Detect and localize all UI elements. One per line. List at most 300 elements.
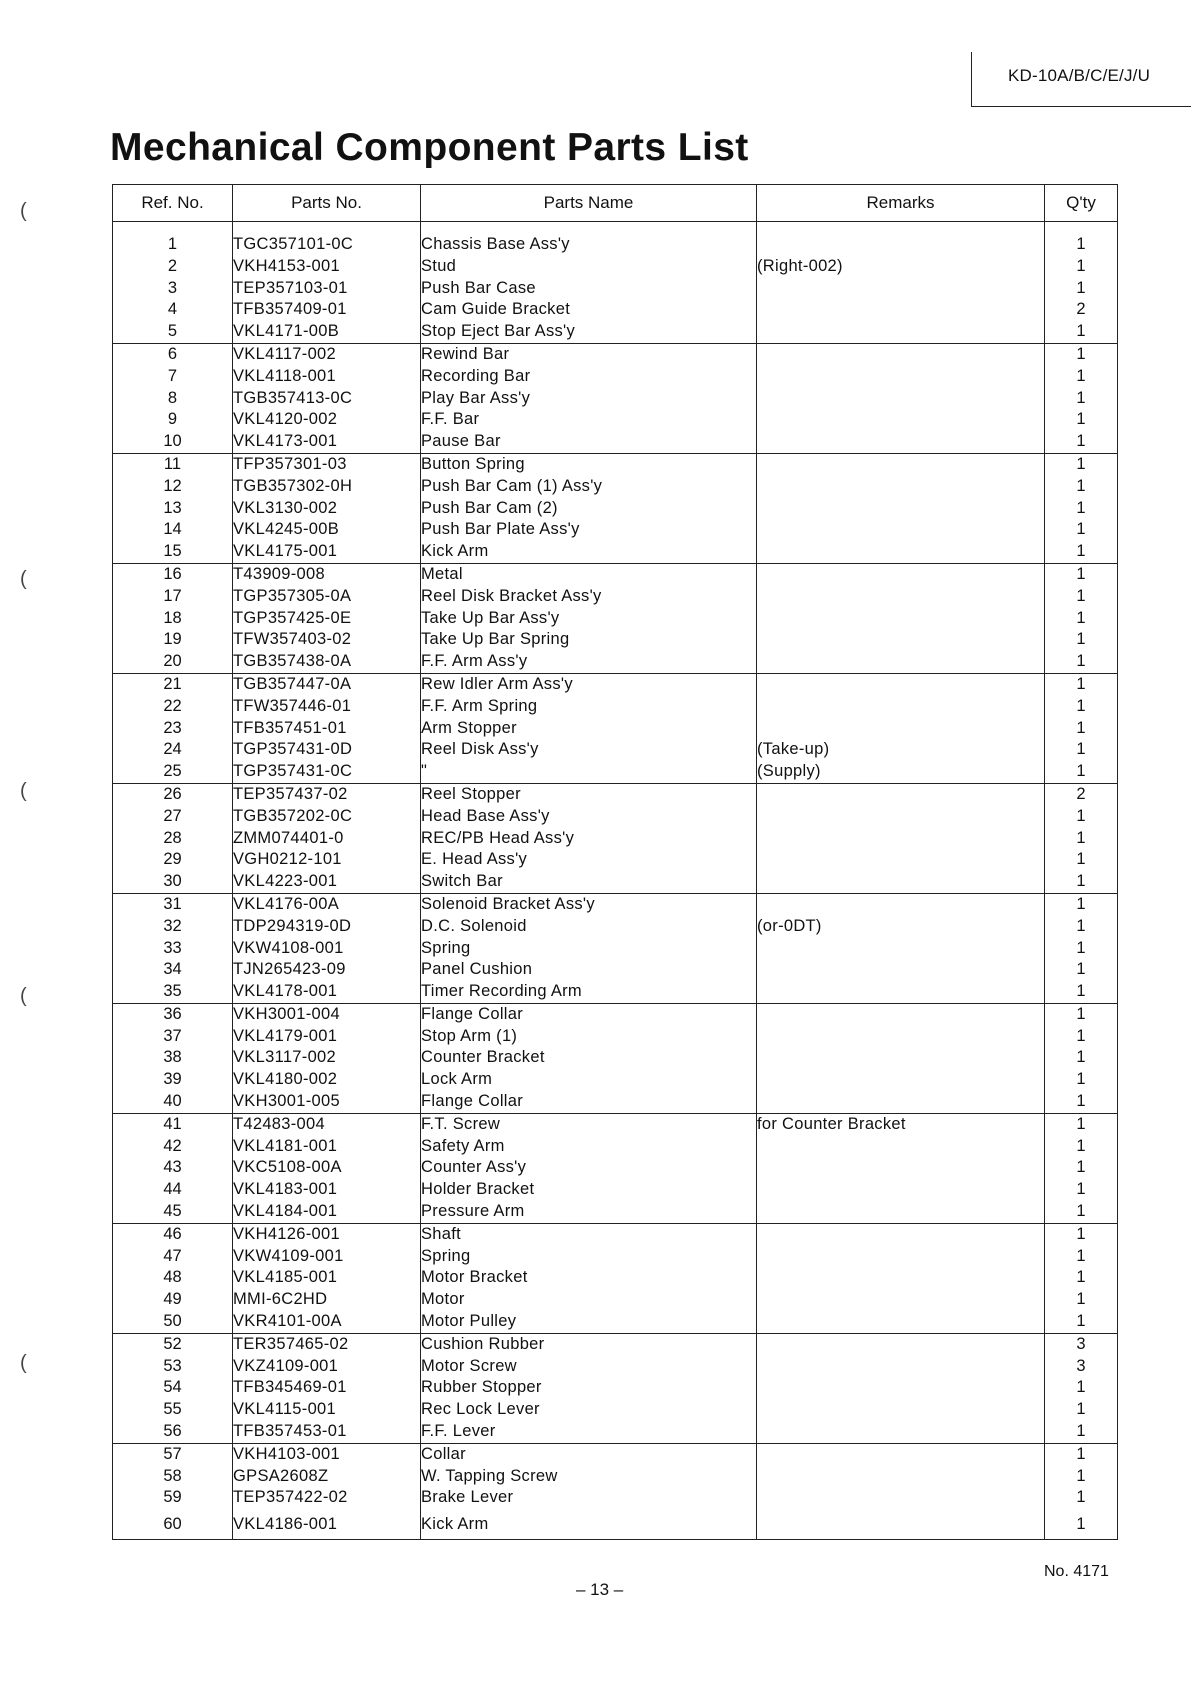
parts-name-cell: F.F. Arm Ass'y: [421, 651, 757, 673]
qty-cell: 1: [1045, 1289, 1118, 1311]
table-row: [113, 629, 1118, 651]
parts-no-cell: TFW357446-01: [233, 696, 421, 718]
parts-no-cell: VKR4101-00A: [233, 1311, 421, 1333]
parts-no-cell: VKL3130-002: [233, 498, 421, 520]
parts-table-body: [113, 222, 1118, 1540]
table-row: [113, 1289, 1118, 1311]
qty-cell: 1: [1045, 519, 1118, 541]
parts-no-cell: TGP357425-0E: [233, 608, 421, 630]
parts-name-cell: Panel Cushion: [421, 959, 757, 981]
remarks-cell: for Counter Bracket: [757, 1113, 1045, 1135]
parts-name-cell: Push Bar Cam (2): [421, 498, 757, 520]
table-row: [113, 1113, 1118, 1135]
qty-cell: 1: [1045, 849, 1118, 871]
parts-no-cell: VKL4120-002: [233, 409, 421, 431]
parts-no-cell: VKL4179-001: [233, 1026, 421, 1048]
table-row: [113, 739, 1118, 761]
qty-cell: 3: [1045, 1356, 1118, 1378]
parts-name-cell: Play Bar Ass'y: [421, 388, 757, 410]
parts-no-cell: TFB357409-01: [233, 299, 421, 321]
ref-no-cell: 19: [113, 629, 233, 651]
ref-no-cell: 16: [113, 563, 233, 585]
table-row: [113, 1311, 1118, 1333]
parts-name-cell: Counter Ass'y: [421, 1157, 757, 1179]
qty-cell: 1: [1045, 916, 1118, 938]
ref-no-cell: 8: [113, 388, 233, 410]
table-row: [113, 806, 1118, 828]
qty-cell: 1: [1045, 278, 1118, 300]
parts-name-cell: Rew Idler Arm Ass'y: [421, 673, 757, 695]
table-row: [113, 849, 1118, 871]
ref-no-cell: 12: [113, 476, 233, 498]
ref-no-cell: 26: [113, 783, 233, 805]
table-row: [113, 673, 1118, 695]
parts-name-cell: F.T. Screw: [421, 1113, 757, 1135]
parts-no-cell: VKH4153-001: [233, 256, 421, 278]
table-row: [113, 476, 1118, 498]
ref-no-cell: 43: [113, 1157, 233, 1179]
parts-no-cell: VKL4118-001: [233, 366, 421, 388]
table-row: [113, 1509, 1118, 1540]
qty-cell: 1: [1045, 563, 1118, 585]
parts-no-cell: VKL4184-001: [233, 1201, 421, 1223]
parts-name-cell: Flange Collar: [421, 1003, 757, 1025]
parts-no-cell: VKH4126-001: [233, 1223, 421, 1245]
column-header-qty: Q'ty: [1045, 185, 1118, 222]
parts-name-cell: F.F. Arm Spring: [421, 696, 757, 718]
qty-cell: 1: [1045, 718, 1118, 740]
parts-no-cell: TFP357301-03: [233, 453, 421, 475]
remarks-cell: [757, 1047, 1045, 1069]
parts-name-cell: Recording Bar: [421, 366, 757, 388]
ref-no-cell: 11: [113, 453, 233, 475]
ref-no-cell: 21: [113, 673, 233, 695]
parts-name-cell: Push Bar Cam (1) Ass'y: [421, 476, 757, 498]
remarks-cell: [757, 806, 1045, 828]
remarks-cell: [757, 388, 1045, 410]
qty-cell: 1: [1045, 1223, 1118, 1245]
ref-no-cell: 58: [113, 1466, 233, 1488]
parts-no-cell: VKH4103-001: [233, 1443, 421, 1465]
table-row: [113, 278, 1118, 300]
table-row: [113, 586, 1118, 608]
parts-no-cell: TDP294319-0D: [233, 916, 421, 938]
ref-no-cell: 47: [113, 1246, 233, 1268]
qty-cell: 1: [1045, 1466, 1118, 1488]
ref-no-cell: 14: [113, 519, 233, 541]
parts-no-cell: TGP357305-0A: [233, 586, 421, 608]
qty-cell: 1: [1045, 1443, 1118, 1465]
qty-cell: 1: [1045, 828, 1118, 850]
parts-name-cell: Collar: [421, 1443, 757, 1465]
parts-list-table: [112, 184, 1118, 1540]
table-row: [113, 1267, 1118, 1289]
ref-no-cell: 42: [113, 1136, 233, 1158]
ref-no-cell: 45: [113, 1201, 233, 1223]
qty-cell: 1: [1045, 1003, 1118, 1025]
parts-name-cell: Timer Recording Arm: [421, 981, 757, 1003]
qty-cell: 1: [1045, 739, 1118, 761]
parts-name-cell: D.C. Solenoid: [421, 916, 757, 938]
remarks-cell: [757, 1179, 1045, 1201]
ref-no-cell: 29: [113, 849, 233, 871]
remarks-cell: [757, 343, 1045, 365]
parts-no-cell: T42483-004: [233, 1113, 421, 1135]
ref-no-cell: 1: [113, 222, 233, 256]
remarks-cell: [757, 849, 1045, 871]
qty-cell: 1: [1045, 1047, 1118, 1069]
remarks-cell: [757, 718, 1045, 740]
table-row: [113, 563, 1118, 585]
remarks-cell: [757, 651, 1045, 673]
parts-name-cell: Spring: [421, 938, 757, 960]
column-header-parts-name: Parts Name: [421, 185, 757, 222]
parts-no-cell: TER357465-02: [233, 1333, 421, 1355]
parts-no-cell: VKL4178-001: [233, 981, 421, 1003]
remarks-cell: [757, 871, 1045, 893]
parts-name-cell: Flange Collar: [421, 1091, 757, 1113]
parts-no-cell: VKL4186-001: [233, 1509, 421, 1540]
qty-cell: 1: [1045, 938, 1118, 960]
table-header-row: [113, 185, 1118, 222]
ref-no-cell: 10: [113, 431, 233, 453]
ref-no-cell: 9: [113, 409, 233, 431]
ref-no-cell: 56: [113, 1421, 233, 1443]
parts-no-cell: VKL4117-002: [233, 343, 421, 365]
qty-cell: 2: [1045, 299, 1118, 321]
parts-name-cell: Holder Bracket: [421, 1179, 757, 1201]
remarks-cell: (Right-002): [757, 256, 1045, 278]
parts-no-cell: TEP357437-02: [233, 783, 421, 805]
parts-name-cell: Push Bar Plate Ass'y: [421, 519, 757, 541]
remarks-cell: [757, 321, 1045, 343]
parts-name-cell: W. Tapping Screw: [421, 1466, 757, 1488]
qty-cell: 1: [1045, 498, 1118, 520]
qty-cell: 1: [1045, 1179, 1118, 1201]
table-row: [113, 783, 1118, 805]
qty-cell: 1: [1045, 453, 1118, 475]
parts-name-cell: Kick Arm: [421, 541, 757, 563]
page-number: – 13 –: [576, 1580, 624, 1599]
parts-name-cell: Kick Arm: [421, 1509, 757, 1540]
ref-no-cell: 38: [113, 1047, 233, 1069]
ref-no-cell: 32: [113, 916, 233, 938]
table-row: [113, 1026, 1118, 1048]
ref-no-cell: 48: [113, 1267, 233, 1289]
parts-no-cell: TGC357101-0C: [233, 222, 421, 256]
table-row: [113, 893, 1118, 915]
table-row: [113, 343, 1118, 365]
qty-cell: 1: [1045, 871, 1118, 893]
table-row: [113, 453, 1118, 475]
remarks-cell: [757, 1201, 1045, 1223]
remarks-cell: [757, 563, 1045, 585]
margin-mark: (: [20, 780, 27, 802]
qty-cell: 1: [1045, 893, 1118, 915]
remarks-cell: [757, 696, 1045, 718]
qty-cell: 1: [1045, 256, 1118, 278]
ref-no-cell: 3: [113, 278, 233, 300]
ref-no-cell: 35: [113, 981, 233, 1003]
remarks-cell: [757, 498, 1045, 520]
qty-cell: 1: [1045, 1399, 1118, 1421]
remarks-cell: [757, 519, 1045, 541]
remarks-cell: [757, 366, 1045, 388]
qty-cell: 1: [1045, 1157, 1118, 1179]
ref-no-cell: 57: [113, 1443, 233, 1465]
ref-no-cell: 2: [113, 256, 233, 278]
parts-no-cell: GPSA2608Z: [233, 1466, 421, 1488]
qty-cell: 1: [1045, 431, 1118, 453]
table-row: [113, 981, 1118, 1003]
table-row: [113, 1377, 1118, 1399]
parts-name-cell: Switch Bar: [421, 871, 757, 893]
ref-no-cell: 55: [113, 1399, 233, 1421]
parts-no-cell: VKW4108-001: [233, 938, 421, 960]
table-row: [113, 1399, 1118, 1421]
column-header-remarks: Remarks: [757, 185, 1045, 222]
parts-name-cell: Motor Pulley: [421, 1311, 757, 1333]
table-row: [113, 1201, 1118, 1223]
ref-no-cell: 7: [113, 366, 233, 388]
qty-cell: 2: [1045, 783, 1118, 805]
parts-name-cell: Motor Screw: [421, 1356, 757, 1378]
qty-cell: 1: [1045, 1201, 1118, 1223]
remarks-cell: [757, 783, 1045, 805]
remarks-cell: [757, 586, 1045, 608]
parts-no-cell: VKL4183-001: [233, 1179, 421, 1201]
table-row: [113, 498, 1118, 520]
remarks-cell: [757, 1509, 1045, 1540]
parts-name-cell: Spring: [421, 1246, 757, 1268]
table-row: [113, 1333, 1118, 1355]
qty-cell: 1: [1045, 608, 1118, 630]
parts-no-cell: TFW357403-02: [233, 629, 421, 651]
table-row: [113, 1047, 1118, 1069]
margin-mark: (: [20, 200, 27, 222]
table-row: [113, 1136, 1118, 1158]
parts-no-cell: T43909-008: [233, 563, 421, 585]
remarks-cell: (Take-up): [757, 739, 1045, 761]
remarks-cell: [757, 541, 1045, 563]
table-row: [113, 1466, 1118, 1488]
parts-no-cell: TEP357422-02: [233, 1487, 421, 1509]
remarks-cell: [757, 1466, 1045, 1488]
parts-name-cell: Rubber Stopper: [421, 1377, 757, 1399]
table-row: [113, 388, 1118, 410]
ref-no-cell: 31: [113, 893, 233, 915]
ref-no-cell: 36: [113, 1003, 233, 1025]
remarks-cell: [757, 1333, 1045, 1355]
margin-mark: (: [20, 985, 27, 1007]
qty-cell: 1: [1045, 981, 1118, 1003]
table-row: [113, 608, 1118, 630]
qty-cell: 1: [1045, 388, 1118, 410]
parts-no-cell: VKH3001-004: [233, 1003, 421, 1025]
remarks-cell: [757, 1356, 1045, 1378]
parts-name-cell: Rec Lock Lever: [421, 1399, 757, 1421]
remarks-cell: [757, 959, 1045, 981]
table-row: [113, 1179, 1118, 1201]
remarks-cell: [757, 893, 1045, 915]
column-header-parts-no: Parts No.: [233, 185, 421, 222]
remarks-cell: [757, 1091, 1045, 1113]
parts-no-cell: VKC5108-00A: [233, 1157, 421, 1179]
parts-no-cell: VKL4245-00B: [233, 519, 421, 541]
parts-no-cell: TGP357431-0C: [233, 761, 421, 783]
qty-cell: 1: [1045, 1421, 1118, 1443]
parts-name-cell: Cushion Rubber: [421, 1333, 757, 1355]
remarks-cell: [757, 222, 1045, 256]
parts-no-cell: VKL3117-002: [233, 1047, 421, 1069]
model-number: KD-10A/B/C/E/J/U: [1008, 66, 1151, 85]
table-row: [113, 959, 1118, 981]
parts-no-cell: TEP357103-01: [233, 278, 421, 300]
qty-cell: 1: [1045, 222, 1118, 256]
remarks-cell: [757, 1246, 1045, 1268]
ref-no-cell: 46: [113, 1223, 233, 1245]
remarks-cell: [757, 1377, 1045, 1399]
qty-cell: 1: [1045, 1267, 1118, 1289]
ref-no-cell: 53: [113, 1356, 233, 1378]
remarks-cell: [757, 1443, 1045, 1465]
remarks-cell: [757, 1267, 1045, 1289]
remarks-cell: (Supply): [757, 761, 1045, 783]
remarks-cell: [757, 1421, 1045, 1443]
qty-cell: 1: [1045, 1246, 1118, 1268]
ref-no-cell: 59: [113, 1487, 233, 1509]
ref-no-cell: 25: [113, 761, 233, 783]
parts-no-cell: TGB357413-0C: [233, 388, 421, 410]
ref-no-cell: 60: [113, 1509, 233, 1540]
table-row: [113, 1157, 1118, 1179]
parts-no-cell: VKL4173-001: [233, 431, 421, 453]
remarks-cell: [757, 1157, 1045, 1179]
parts-no-cell: VKL4223-001: [233, 871, 421, 893]
qty-cell: 1: [1045, 409, 1118, 431]
remarks-cell: [757, 1069, 1045, 1091]
table-row: [113, 1443, 1118, 1465]
ref-no-cell: 52: [113, 1333, 233, 1355]
parts-no-cell: VGH0212-101: [233, 849, 421, 871]
table-row: [113, 1246, 1118, 1268]
remarks-cell: [757, 1026, 1045, 1048]
table-row: [113, 1091, 1118, 1113]
ref-no-cell: 15: [113, 541, 233, 563]
parts-no-cell: TFB357453-01: [233, 1421, 421, 1443]
ref-no-cell: 40: [113, 1091, 233, 1113]
qty-cell: 1: [1045, 959, 1118, 981]
table-row: [113, 916, 1118, 938]
remarks-cell: [757, 1223, 1045, 1245]
table-row: [113, 409, 1118, 431]
remarks-cell: [757, 1311, 1045, 1333]
page-title: Mechanical Component Parts List: [110, 126, 749, 169]
remarks-cell: [757, 828, 1045, 850]
qty-cell: 1: [1045, 541, 1118, 563]
table-row: [113, 871, 1118, 893]
qty-cell: 1: [1045, 321, 1118, 343]
table-row: [113, 718, 1118, 740]
table-row: [113, 256, 1118, 278]
remarks-cell: [757, 1003, 1045, 1025]
parts-name-cell: Counter Bracket: [421, 1047, 757, 1069]
remarks-cell: [757, 608, 1045, 630]
qty-cell: 1: [1045, 696, 1118, 718]
table-row: [113, 651, 1118, 673]
parts-no-cell: VKZ4109-001: [233, 1356, 421, 1378]
margin-mark: (: [20, 1352, 27, 1374]
parts-name-cell: Motor: [421, 1289, 757, 1311]
qty-cell: 1: [1045, 1091, 1118, 1113]
ref-no-cell: 54: [113, 1377, 233, 1399]
parts-name-cell: F.F. Lever: [421, 1421, 757, 1443]
parts-no-cell: VKL4115-001: [233, 1399, 421, 1421]
parts-no-cell: TGB357202-0C: [233, 806, 421, 828]
ref-no-cell: 24: [113, 739, 233, 761]
remarks-cell: [757, 409, 1045, 431]
parts-name-cell: Reel Stopper: [421, 783, 757, 805]
table-row: [113, 828, 1118, 850]
parts-no-cell: TFB345469-01: [233, 1377, 421, 1399]
parts-no-cell: TGB357438-0A: [233, 651, 421, 673]
parts-no-cell: MMI-6C2HD: [233, 1289, 421, 1311]
parts-name-cell: Reel Disk Bracket Ass'y: [421, 586, 757, 608]
parts-no-cell: VKL4176-00A: [233, 893, 421, 915]
qty-cell: 1: [1045, 1136, 1118, 1158]
table-row: [113, 321, 1118, 343]
ref-no-cell: 6: [113, 343, 233, 365]
qty-cell: 3: [1045, 1333, 1118, 1355]
table-row: [113, 696, 1118, 718]
parts-no-cell: TGB357302-0H: [233, 476, 421, 498]
table-row: [113, 541, 1118, 563]
qty-cell: 1: [1045, 1509, 1118, 1540]
ref-no-cell: 30: [113, 871, 233, 893]
qty-cell: 1: [1045, 1026, 1118, 1048]
parts-no-cell: TGP357431-0D: [233, 739, 421, 761]
qty-cell: 1: [1045, 651, 1118, 673]
parts-name-cell: Pressure Arm: [421, 1201, 757, 1223]
parts-no-cell: VKL4175-001: [233, 541, 421, 563]
model-number-box: [971, 52, 1191, 107]
table-row: [113, 938, 1118, 960]
parts-name-cell: Metal: [421, 563, 757, 585]
table-row: [113, 1069, 1118, 1091]
remarks-cell: [757, 476, 1045, 498]
parts-name-cell: Button Spring: [421, 453, 757, 475]
qty-cell: 1: [1045, 366, 1118, 388]
parts-no-cell: VKW4109-001: [233, 1246, 421, 1268]
parts-name-cell: Safety Arm: [421, 1136, 757, 1158]
parts-name-cell: Cam Guide Bracket: [421, 299, 757, 321]
table-row: [113, 1356, 1118, 1378]
parts-name-cell: Shaft: [421, 1223, 757, 1245]
parts-no-cell: VKL4181-001: [233, 1136, 421, 1158]
parts-name-cell: Take Up Bar Ass'y: [421, 608, 757, 630]
remarks-cell: [757, 1399, 1045, 1421]
table-row: [113, 366, 1118, 388]
ref-no-cell: 20: [113, 651, 233, 673]
table-row: [113, 431, 1118, 453]
qty-cell: 1: [1045, 761, 1118, 783]
ref-no-cell: 39: [113, 1069, 233, 1091]
ref-no-cell: 28: [113, 828, 233, 850]
qty-cell: 1: [1045, 673, 1118, 695]
parts-name-cell: Stop Arm (1): [421, 1026, 757, 1048]
ref-no-cell: 41: [113, 1113, 233, 1135]
column-header-ref-no: Ref. No.: [113, 185, 233, 222]
